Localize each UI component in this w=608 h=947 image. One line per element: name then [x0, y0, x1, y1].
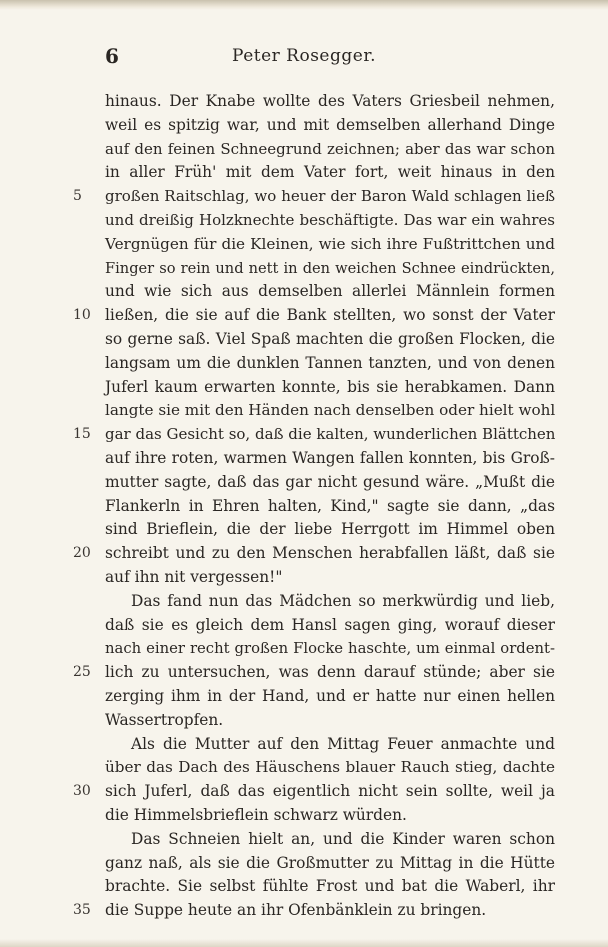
- text-line: [73, 661, 555, 685]
- line-text: hinaus. Der Knabe wollte des Vaters Griesbeil nehmen,: [105, 92, 555, 110]
- line-text: Vergnügen für die Kleinen, wie sich ihre Fußtrittchen und: [105, 234, 555, 253]
- line-number: 25: [73, 664, 91, 681]
- line-text: brachte. Sie selbst fühlte Frost und bat die Waberl, ihr: [105, 877, 555, 896]
- text-line: [105, 614, 555, 638]
- text-line: [73, 185, 555, 209]
- line-text: ließen, die sie auf die Bank stellten, wo sonst der Vater: [105, 306, 555, 325]
- line-text: mutter sagte, daß das gar nicht gesund wäre. „Mußt die: [105, 472, 555, 491]
- text-line: [105, 804, 555, 828]
- line-text: Finger so rein und nett in den weichen Schnee eindrückten,: [105, 259, 555, 277]
- text-line: [73, 423, 556, 447]
- line-text: so gerne saß. Viel Spaß machten die großen Flocken, die: [105, 329, 555, 348]
- line-number: 20: [73, 545, 91, 562]
- text-line: [105, 637, 555, 661]
- line-number: 35: [73, 902, 91, 919]
- text-line: [105, 161, 555, 185]
- line-number: 5: [73, 188, 82, 205]
- text-line: [105, 566, 555, 590]
- line-text: Juferl kaum erwarten konnte, bis sie herabkamen. Dann: [105, 377, 555, 396]
- text-line: [105, 352, 555, 376]
- line-text: und wie sich aus demselben allerlei Männlein formen: [105, 282, 555, 301]
- line-text: ganz naß, als sie die Großmutter zu Mittag in die Hütte: [105, 853, 555, 872]
- line-text: daß sie es gleich dem Hansl sagen ging, worauf dieser: [105, 615, 555, 634]
- text-line: [105, 709, 555, 733]
- line-text: und dreißig Holzknechte beschäftigte. Das war ein wahres: [105, 210, 555, 229]
- text-line: [105, 114, 555, 138]
- line-number: 15: [73, 426, 91, 443]
- text-line: [105, 756, 555, 780]
- text-line: [105, 495, 555, 519]
- page-top-edge: [0, 0, 608, 10]
- line-text: über das Dach des Häuschens blauer Rauch stieg, dachte: [105, 758, 555, 777]
- line-text: die Suppe heute an ihr Ofenbänklein zu bringen.: [105, 901, 487, 920]
- line-text: Wassertropfen.: [105, 710, 224, 729]
- page-number: 6: [105, 44, 119, 68]
- line-text: langte sie mit den Händen nach denselben oder hielt wohl: [105, 401, 556, 420]
- line-text: die Himmelsbrieflein schwarz würden.: [105, 805, 407, 824]
- text-line: [73, 899, 555, 923]
- text-line: [105, 685, 555, 709]
- body-text: [73, 90, 556, 923]
- line-text: auf ihn nit vergessen!": [105, 567, 283, 586]
- line-text: Das Schneien hielt an, und die Kinder waren schon: [131, 829, 555, 848]
- text-line: [105, 590, 555, 614]
- line-text: schreibt und zu den Menschen herabfallen läßt, daß sie: [105, 544, 555, 563]
- line-text: lich zu untersuchen, was denn darauf stünde; aber sie: [105, 663, 555, 682]
- text-line: [105, 447, 555, 471]
- text-line: [73, 304, 555, 328]
- text-line: [73, 780, 555, 804]
- text-line: [105, 875, 555, 899]
- text-line: [73, 542, 555, 566]
- line-text: sich Juferl, daß das eigentlich nicht sein sollte, weil ja: [105, 782, 555, 801]
- text-line: [105, 328, 555, 352]
- text-line: [105, 518, 555, 542]
- page-header: [0, 44, 608, 74]
- text-line: [105, 376, 555, 400]
- text-line: [105, 399, 555, 423]
- line-text: in aller Früh' mit dem Vater fort, weit hinaus in den: [105, 163, 555, 182]
- text-line: [105, 257, 555, 281]
- line-text: zerging ihm in der Hand, und er hatte nur einen hellen: [105, 686, 555, 705]
- line-text: langsam um die dunklen Tannen tanzten, und von denen: [105, 353, 555, 372]
- text-line: [105, 90, 555, 114]
- line-text: Flankerln in Ehren halten, Kind," sagte sie dann, „das: [105, 496, 555, 515]
- text-line: [105, 280, 555, 304]
- line-text: sind Brieflein, die der liebe Herrgott im Himmel oben: [105, 520, 555, 539]
- line-text: Als die Mutter auf den Mittag Feuer anmachte und: [131, 734, 555, 753]
- text-line: [105, 138, 555, 162]
- text-line: [105, 828, 555, 852]
- line-text: nach einer recht großen Flocke haschte, um einmal ordent-: [105, 640, 555, 658]
- text-line: [105, 733, 555, 757]
- line-text: großen Raitschlag, wo heuer der Baron Wald schlagen ließ: [105, 187, 555, 206]
- running-head: Peter Rosegger.: [232, 46, 376, 66]
- line-text: auf ihre roten, warmen Wangen fallen konnten, bis Groß-: [105, 448, 555, 467]
- text-line: [105, 233, 555, 257]
- line-number: 10: [73, 307, 91, 324]
- text-line: [105, 852, 555, 876]
- line-number: 30: [73, 783, 91, 800]
- text-line: [105, 209, 555, 233]
- line-text: Das fand nun das Mädchen so merkwürdig und lieb,: [131, 591, 555, 610]
- line-text: weil es spitzig war, und mit demselben allerhand Dinge: [105, 115, 555, 134]
- line-text: gar das Gesicht so, daß die kalten, wunderlichen Blättchen: [105, 425, 556, 444]
- page-bottom-edge: [0, 939, 608, 947]
- text-line: [105, 471, 555, 495]
- line-text: auf den feinen Schneegrund zeichnen; aber das war schon: [105, 139, 555, 158]
